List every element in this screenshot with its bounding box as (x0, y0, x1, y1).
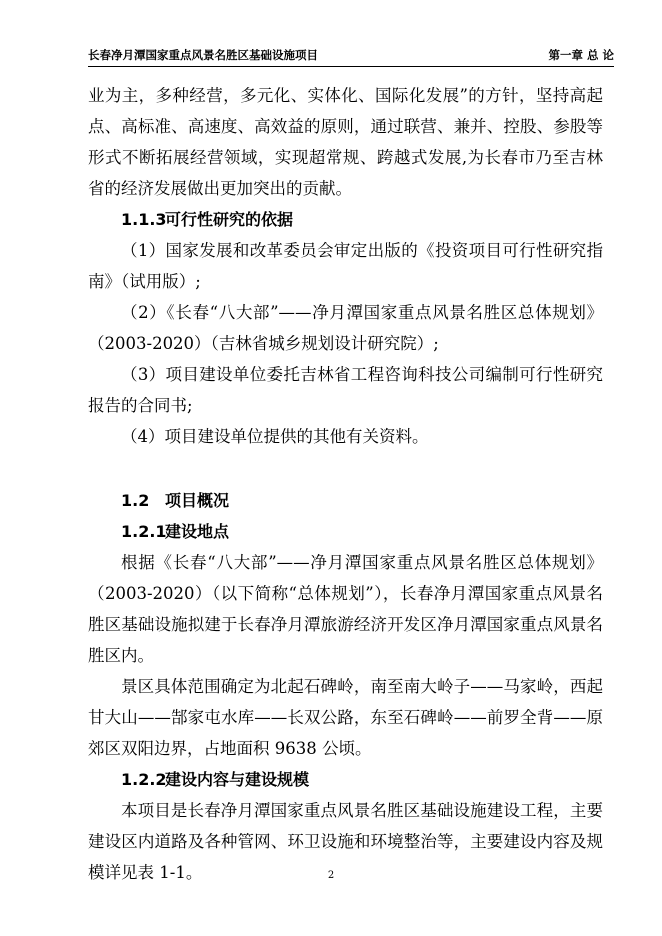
section-number: 1.2.1 (121, 522, 167, 541)
section-number: 1.2.2 (121, 770, 167, 789)
location-paragraph-1: 根据《长春“八大部”——净月潭国家重点风景名胜区总体规划》（2003-2020）（以下简称“总体规划”），长春净月潭国家重点风景名胜区基础设施拟建于长春净月潭旅游经济开发区净月潭国家重点风景名胜区内。 (88, 553, 603, 665)
basis-item-1: （1）国家发展和改革委员会审定出版的《投资项目可行性研究指南》（试用版）; (88, 241, 603, 291)
location-paragraph-2: 景区具体范围确定为北起石碑岭，南至南大岭子——马家岭，西起甘大山——郜家屯水库——长双公路，东至石碑岭——前罗全背——原郊区双阳边界，占地面积 9638 公顷。 (88, 677, 603, 758)
intro-paragraph: 业为主，多种经营，多元化、实体化、国际化发展”的方针，坚持高起点、高标准、高速度、高效益的原则，通过联营、兼并、控股、参股等形式不断拓展经营领域，实现超常规、跨越式发展,为长春市乃至吉林省的经济发展做出更加突出的贡献。 (88, 86, 603, 198)
section-1-1-3-heading (88, 204, 603, 235)
section-number: 1.2 (121, 491, 150, 510)
document-body (88, 80, 603, 888)
section-title: 可行性研究的依据 (165, 210, 294, 229)
scope-paragraph: 本项目是长春净月潭国家重点风景名胜区基础设施建设工程，主要建设区内道路及各种管网、环卫设施和环境整治等，主要建设内容及规模详见表 1-1。 (88, 801, 603, 882)
basis-item-3: （3）项目建设单位委托吉林省工程咨询科技公司编制可行性研究报告的合同书; (88, 365, 603, 415)
section-title: 建设内容与建设规模 (165, 770, 310, 789)
section-number: 1.1.3 (121, 210, 167, 229)
section-title: 建设地点 (165, 522, 230, 541)
header-title: 长春净月潭国家重点风景名胜区基础设施项目 (88, 48, 318, 62)
basis-item-4: （4）项目建设单位提供的其他有关资料。 (121, 427, 429, 446)
section-title: 项目概况 (165, 491, 230, 510)
section-1-2-heading (88, 485, 603, 516)
basis-item-2: （2）《长春“八大部”——净月潭国家重点风景名胜区总体规划》（2003-2020）（吉林省城乡规划设计研究院）; (88, 303, 603, 353)
page-number: 2 (327, 870, 335, 881)
section-1-2-1-heading (88, 516, 603, 547)
header-chapter: 第一章 总 论 (548, 48, 614, 62)
section-1-2-2-heading (88, 764, 603, 795)
page-header (88, 44, 614, 67)
